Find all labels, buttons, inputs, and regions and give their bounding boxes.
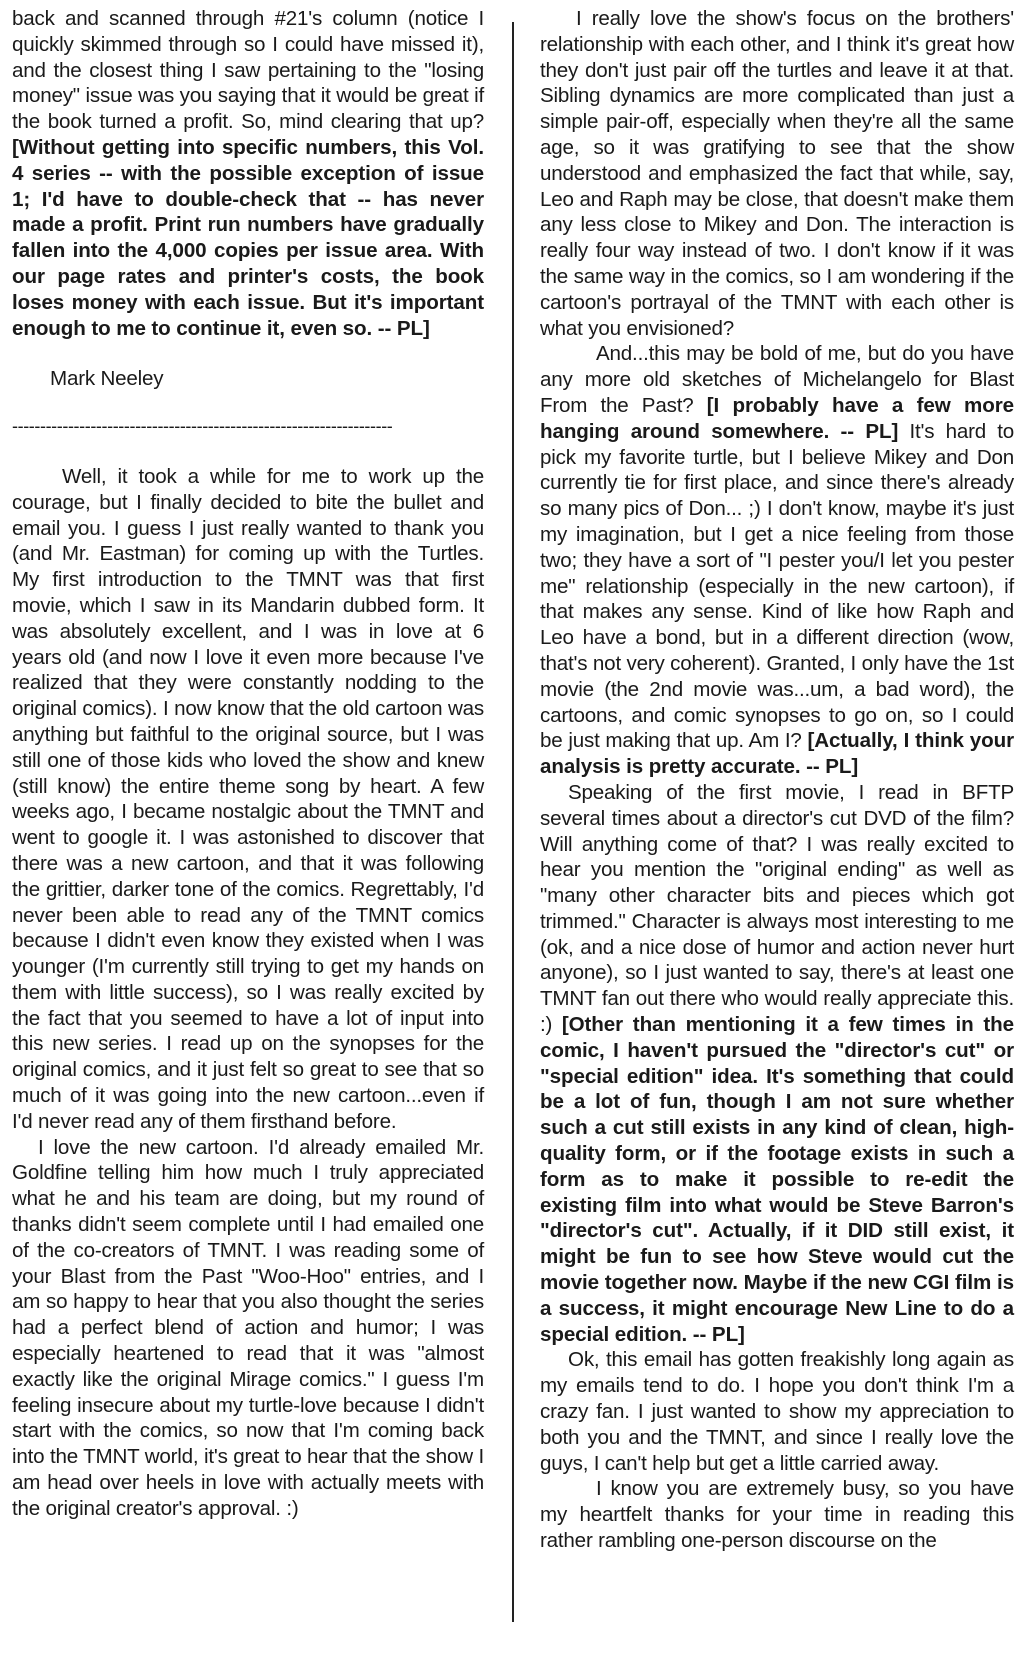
- left-column: [12, 6, 484, 1522]
- letter-text: back and scanned through #21's column (notice I quickly skimmed through so I could have missed it), and the closest thing I saw pertaining to the "losing money" issue was you saying that it would be great if the book turned a profit. So, mind clearing that up?: [12, 7, 484, 134]
- letter-paragraph: [12, 6, 484, 341]
- letter-paragraph: I love the new cartoon. I'd already emailed Mr. Goldfine telling him how much I truly appreciated what he and his team are doing, but my round of thanks didn't seem complete until I had emailed one of the co-creators of TMNT. I was reading some of your Blast from the Past "Woo-Hoo" entries, and I am so happy to hear that you also thought the series had a perfect blend of action and humor; I was especially heartened to read that it was "almost exactly like the original Mirage comics." I guess I'm feeling insecure about my turtle-love because I didn't start with the comics, so now that I'm coming back into the TMNT world, it's great to hear that the show I am head over heels in love with actually meets with the original creator's approval. :): [12, 1135, 484, 1520]
- letter-paragraph: [540, 780, 1014, 1348]
- letter-text: And...this may be bold of me, but do you have any more old sketches of Michelangelo for Blast From the Past?: [540, 342, 1014, 417]
- letter-paragraph: Well, it took a while for me to work up the courage, but I finally decided to bite the bullet and email you. I guess I just really wanted to thank you (and Mr. Eastman) for coming up with the Turtles. My first introduction to the TMNT was that first movie, which I saw in its Mandarin dubbed form. It was absolutely excellent, and I was in love at 6 years old (and now I love it even more because I've realized that they were constantly nodding to the original comics). I now know that the old cartoon was anything but faithful to the original source, but I was still one of those kids who loved the show and knew (still know) the entire theme song by heart. A few weeks ago, I became nostalgic about the TMNT and went to google it. I was astonished to discover that there was a new cartoon, and that it was following the grittier, darker tone of the comics. Regrettably, I'd never been able to read any of the TMNT comics because I didn't even know they existed when I was younger (I'm currently still trying to get my hands on them with little success), so I was really excited by the fact that you seemed to have a lot of input into this new series. I read up on the synopses for the original comics, and it just felt so great to see that so much of it was going into the new cartoon...even if I'd never read any of them firsthand before.: [12, 464, 484, 1133]
- letter-paragraph: I really love the show's focus on the brothers' relationship with each other, and I think it's great how they don't just pair off the turtles and leave it at that. Sibling dynamics are more complicated than just a simple pair-off, especially when they're all the same age, so it was gratifying to see that the show understood and emphasized the fact that while, say, Leo and Raph may be close, that doesn't make them any less close to Mikey and Don. The interaction is really four way instead of two. I don't know if it was the same way in the comics, so I am wondering if the cartoon's portrayal of the TMNT with each other is what you envisioned?: [540, 7, 1014, 340]
- letter-text: It's hard to pick my favorite turtle, but I believe Mikey and Don currently tie for first place, and since there's already so many pics of Don... ;) I don't know, maybe it's just my imagination, but I get a nice feeling from those two; they have a sort of "I pester you/I let you pester me" relationship (especially in the new cartoon), if that makes any sense. Kind of like how Raph and Leo have a bond, but in a different direction (wow, that's not very coherent). Granted, I only have the 1st movie (the 2nd movie was...um, a bad word), the cartoons, and comic synopses to go on, so I could be just making that up. Am I?: [540, 419, 1014, 753]
- right-column: [540, 6, 1014, 1554]
- letter-paragraph: I know you are extremely busy, so you have my heartfelt thanks for your time in reading this rather rambling one-person discourse on the: [540, 1477, 1014, 1553]
- editor-reply: [I probably have a few more hanging around somewhere. -- PL]: [540, 393, 1015, 443]
- editor-reply: [Without getting into specific numbers, this Vol. 4 series -- with the possible exception of issue 1; I'd have to double-check that -- has never made a profit. Print run numbers have gradually fallen into the 4,000 copies per issue area. With our page rates and printer's costs, the book loses money with each issue. But it's important enough to me to continue it, even so. -- PL]: [12, 135, 484, 340]
- letter-paragraph: Ok, this email has gotten freakishly long again as my emails tend to do. I hope you don't think I'm a crazy fan. I just wanted to show my appreciation to both you and the TMNT, and since I really love the guys, I can't help but get a little carried away.: [540, 1348, 1014, 1475]
- letter-signature: Mark Neeley: [50, 367, 164, 391]
- letter-paragraph: [540, 341, 1014, 780]
- letter-text: Speaking of the first movie, I read in BFTP several times about a director's cut DVD of the film? Will anything come of that? I was really excited to hear you mention the "original ending" as well as "many other character bits and pieces which got trimmed." Character is always most interesting to me (ok, and a nice dose of humor and action never hurt anyone), so I just wanted to say, there's at least one TMNT fan out there who would really appreciate this. :): [540, 780, 1014, 1037]
- editor-reply: [Actually, I think your analysis is pretty accurate. -- PL]: [540, 729, 1014, 779]
- letter-separator: --------------------------------------------------------------------: [12, 416, 393, 437]
- editor-reply: [Other than mentioning it a few times in the comic, I haven't pursued the "director's cut" or "special edition" idea. It's something that could be a lot of fun, though I am not sure whether such a cut still exists in any kind of clean, high-quality form, or if the footage exists in such a form as to make it possible to re-edit the existing film into what would be Steve Barron's "director's cut". Actually, if it DID still exist, it might be fun to see how Steve would cut the movie together now. Maybe if the new CGI film is a success, it might encourage New Line to do a special edition. -- PL]: [540, 1013, 1014, 1346]
- column-divider: [512, 22, 514, 1622]
